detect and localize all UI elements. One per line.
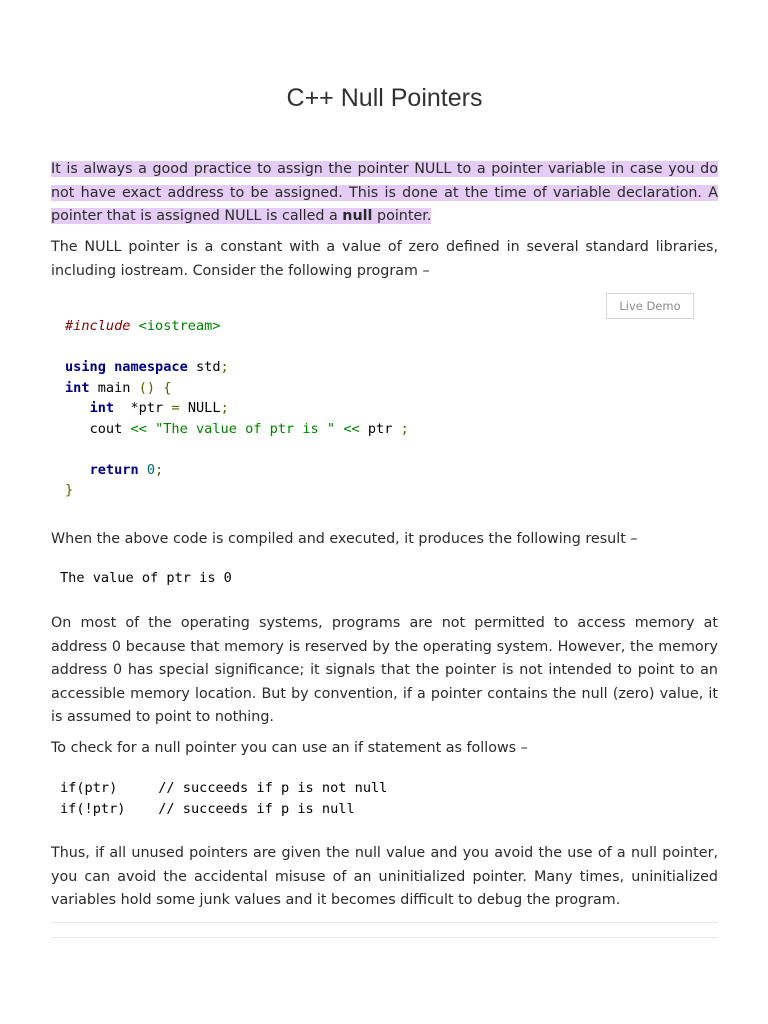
divider — [51, 922, 718, 923]
conclusion-paragraph: Thus, if all unused pointers are given the null value and you avoid the use of a null pointer, you can avoid the accidental misuse of an uninitialized pointer. Many times, uninitialized variables hold some junk values and it becomes difficult to debug the program. — [51, 845, 718, 908]
null-check-code — [60, 778, 387, 819]
null-check-line: if(!ptr) // succeeds if p is null — [60, 800, 355, 817]
intro-paragraph — [51, 158, 718, 229]
null-check-intro-paragraph: To check for a null pointer you can use an if statement as follows – — [51, 740, 528, 756]
divider — [51, 937, 718, 938]
null-check-line: if(ptr) // succeeds if p is not null — [60, 780, 388, 796]
null-constant-paragraph: The NULL pointer is a constant with a value of zero defined in several standard libraries, including iostream. Consider the following program – — [51, 239, 718, 279]
result-intro-paragraph: When the above code is compiled and executed, it produces the following result – — [51, 531, 638, 547]
highlighted-text: It is always a good practice to assign the pointer NULL to a pointer variable in case you do not have exact address to be assigned. This is done at the time of variable declaration. A pointer that is assigned NULL is called a null pointer. — [51, 161, 718, 224]
live-demo-button[interactable]: Live Demo — [606, 293, 694, 319]
memory-address-paragraph: On most of the operating systems, programs are not permitted to access memory at address 0 because that memory is reserved by the operating system. However, the memory address 0 has special significance; it signals that the pointer is not intended to point to an accessible memory location. But by convention, if a pointer contains the null (zero) value, it is assumed to point to nothing. — [51, 615, 718, 725]
null-bold-term: null — [342, 208, 373, 224]
code-block: #include <iostream> using namespace std; int main () { int *ptr = NULL; cout << "The value of ptr is " << ptr ; return 0; } — [65, 318, 409, 498]
page-title: C++ Null Pointers — [286, 84, 483, 112]
program-output: The value of ptr is 0 — [60, 570, 232, 586]
